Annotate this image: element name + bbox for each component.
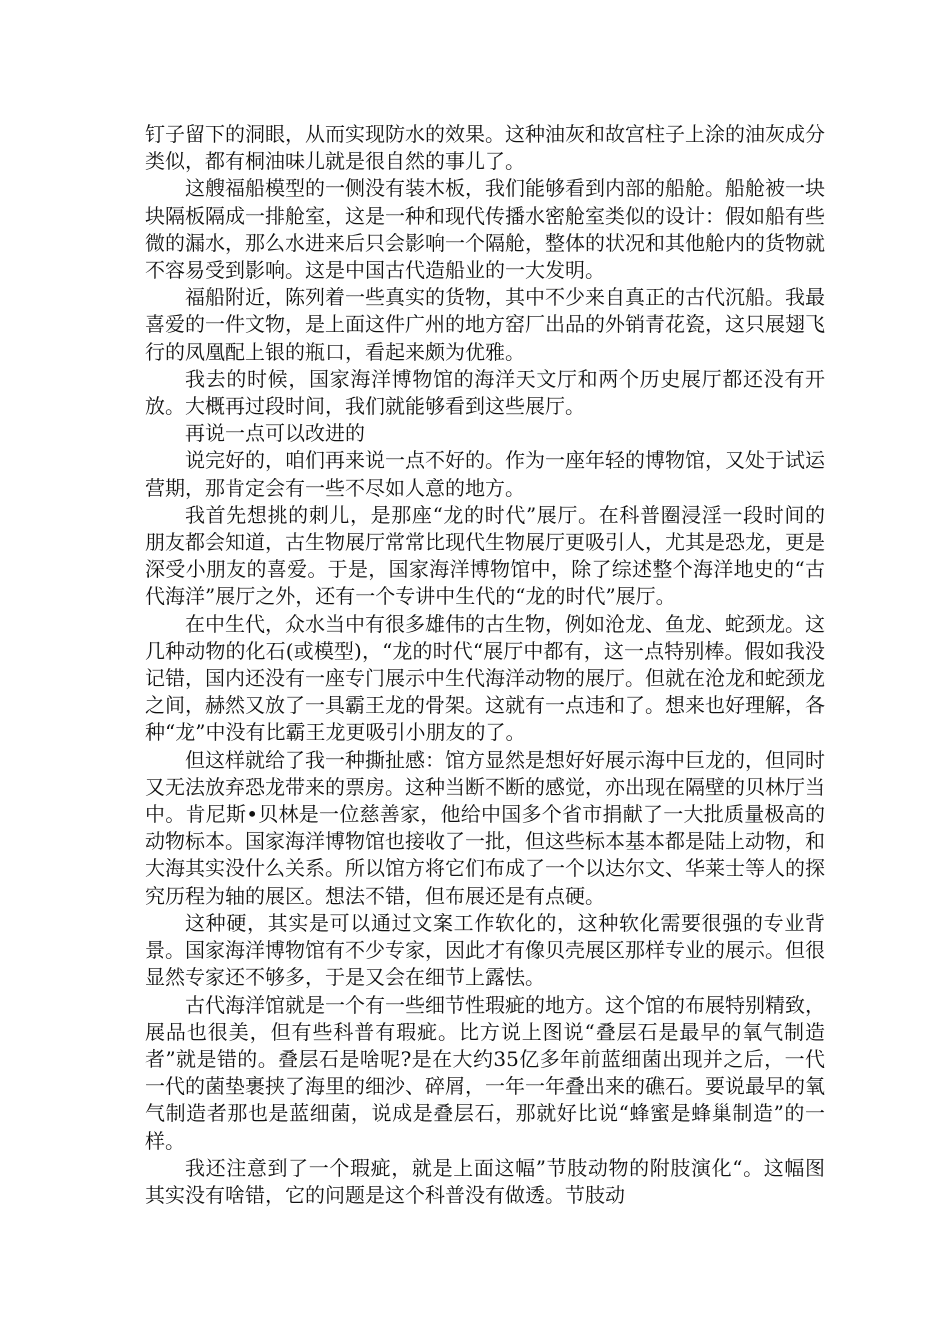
paragraph: 但这样就给了我一种撕扯感：馆方显然是想好好展示海中巨龙的，但同时又无法放弃恐龙带来的票房。这种当断不断的感觉，亦出现在隔壁的贝林厅当中。肯尼斯•贝林是一位慈善家，他给中国多个省市捐献了一大批质量极高的动物标本。国家海洋博物馆也接收了一批，但这些标本基本都是陆上动物，和大海其实没什么关系。所以馆方将它们布成了一个以达尔文、华莱士等人的探究历程为轴的展区。想法不错，但布展还是有点硬。 xyxy=(145,747,825,908)
paragraph: 这艘福船模型的一侧没有装木板，我们能够看到内部的船舱。船舱被一块块隔板隔成一排舱室，这是一种和现代传播水密舱室类似的设计：假如船有些微的漏水，那么水进来后只会影响一个隔舱，整体的状况和其他舱内的货物就不容易受到影响。这是中国古代造船业的一大发明。 xyxy=(145,176,825,283)
paragraph: 我还注意到了一个瑕疵，就是上面这幅”节肢动物的附肢演化“。这幅图其实没有啥错，它的问题是这个科普没有做透。节肢动 xyxy=(145,1155,825,1207)
paragraph: 说完好的，咱们再来说一点不好的。作为一座年轻的博物馆，又处于试运营期，那肯定会有一些不尽如人意的地方。 xyxy=(145,448,825,500)
paragraph: 我首先想挑的刺儿，是那座“龙的时代”展厅。在科普圈浸淫一段时间的朋友都会知道，古生物展厅常常比现代生物展厅更吸引人，尤其是恐龙，更是深受小朋友的喜爱。于是，国家海洋博物馆中，除了综述整个海洋地史的“古代海洋”展厅之外，还有一个专讲中生代的“龙的时代”展厅。 xyxy=(145,502,825,609)
paragraph: 我去的时候，国家海洋博物馆的海洋天文厅和两个历史展厅都还没有开放。大概再过段时间，我们就能够看到这些展厅。 xyxy=(145,366,825,419)
paragraph: 福船附近，陈列着一些真实的货物，其中不少来自真正的古代沉船。我最喜爱的一件文物，是上面这件广州的地方窑厂出品的外销青花瓷，这只展翅飞行的凤凰配上银的瓶口，看起来颇为优雅。 xyxy=(145,285,825,364)
paragraph: 钉子留下的洞眼，从而实现防水的效果。这种油灰和故宫柱子上涂的油灰成分类似，都有桐油味儿就是很自然的事儿了。 xyxy=(145,122,825,174)
paragraph: 古代海洋馆就是一个有一些细节性瑕疵的地方。这个馆的布展特别精致，展品也很美，但有些科普有瑕疵。比方说上图说“叠层石是最早的氧气制造者”就是错的。叠层石是啥呢?是在大约35亿多年前蓝细菌出现并之后，一代一代的菌垫裹挟了海里的细沙、碎屑，一年一年叠出来的礁石。要说最早的氧气制造者那也是蓝细菌，说成是叠层石，那就好比说“蜂蜜是蜂巢制造”的一样。 xyxy=(145,992,825,1153)
document-body xyxy=(145,121,825,1209)
paragraph: 在中生代，众水当中有很多雄伟的古生物，例如沧龙、鱼龙、蛇颈龙。这几种动物的化石(或模型)，“龙的时代“展厅中都有，这一点特别棒。假如我没记错，国内还没有一座专门展示中生代海洋动物的展厅。但就在沧龙和蛇颈龙之间，赫然又放了一具霸王龙的骨架。这就有一点违和了。想来也好理解，各种“龙”中没有比霸王龙更吸引小朋友的了。 xyxy=(145,611,825,745)
section-heading: 再说一点可以改进的 xyxy=(185,421,365,446)
paragraph: 这种硬，其实是可以通过文案工作软化的，这种软化需要很强的专业背景。国家海洋博物馆有不少专家，因此才有像贝壳展区那样专业的展示。但很显然专家还不够多，于是又会在细节上露怯。 xyxy=(145,910,825,990)
